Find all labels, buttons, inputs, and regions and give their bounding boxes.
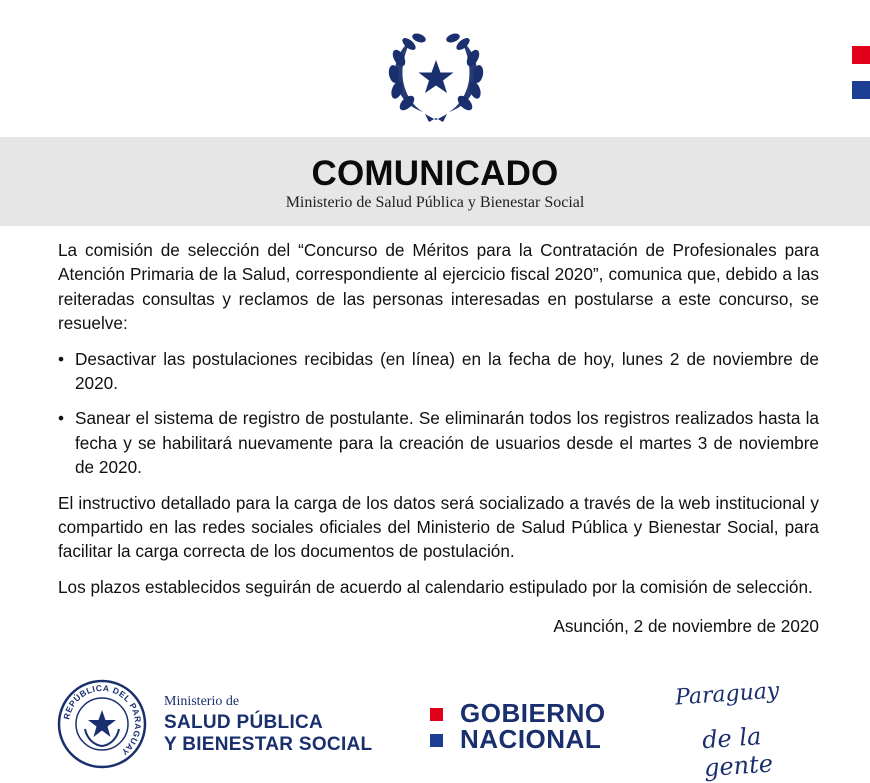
star-laurel-wreath-icon bbox=[385, 30, 487, 124]
ministry-logo-pre: Ministerio de bbox=[164, 694, 240, 709]
bullet-text: Desactivar las postulaciones recibidas (en línea) en la fecha de hoy, lunes 2 de noviembre de 2020. bbox=[75, 348, 819, 394]
bullet-symbol: • bbox=[58, 348, 65, 369]
ministry-logo-line2: Y BIENESTAR SOCIAL bbox=[164, 734, 373, 755]
bullet-symbol: • bbox=[58, 408, 65, 429]
date-signoff: Asunción, 2 de noviembre de 2020 bbox=[553, 616, 819, 637]
flag-red-square bbox=[852, 46, 870, 64]
list-item bbox=[58, 347, 819, 396]
logo-red-square bbox=[430, 708, 443, 721]
bullet-text: Sanear el sistema de registro de postulante. Se eliminarán todos los registros realizados hasta la fecha y se habilitará nuevamente para la creación de usuarios desde el martes 3 de noviembre de 2020. bbox=[75, 408, 819, 478]
list-item bbox=[58, 406, 819, 479]
intro-paragraph: La comisión de selección del “Concurso de Méritos para la Contratación de Profesionales para Atención Primaria de la Salud, correspondiente al ejercicio fiscal 2020”, comunica que, debido a las reiteradas consultas y reclamos de las personas interesadas en postularse a este concurso, se resuelve: bbox=[58, 240, 819, 334]
gobierno-text bbox=[460, 700, 606, 752]
national-seal-star-icon bbox=[57, 679, 147, 769]
gobierno-line2: NACIONAL bbox=[460, 724, 602, 754]
communique-body bbox=[58, 238, 819, 650]
ministry-logo bbox=[164, 694, 372, 756]
seal-text: REPÚBLICA DEL PARAGUAY bbox=[61, 682, 144, 758]
deadlines-paragraph: Los plazos establecidos seguirán de acuerdo al calendario estipulado por la comisión de selección. bbox=[58, 576, 813, 597]
flag-blue-square bbox=[852, 81, 870, 99]
logo-blue-square bbox=[430, 734, 443, 747]
header-band bbox=[0, 137, 870, 226]
page-title: COMUNICADO bbox=[311, 154, 559, 193]
slogan-line2: de la gente bbox=[701, 722, 774, 783]
footer-logos bbox=[0, 676, 870, 783]
paraguay-slogan-logo bbox=[674, 678, 825, 783]
page-subtitle: Ministerio de Salud Pública y Bienestar Social bbox=[285, 194, 585, 211]
instructions-paragraph: El instructivo detallado para la carga de los datos será socializado a través de la web institucional y compartido en las redes sociales oficiales del Ministerio de Salud Pública y Bienestar Social, para facilitar la carga correcta de los documentos de postulación. bbox=[58, 492, 819, 562]
ministry-logo-line1: SALUD PÚBLICA bbox=[164, 712, 324, 733]
slogan-line1: Paraguay bbox=[674, 678, 781, 711]
gobierno-line1: GOBIERNO bbox=[460, 698, 606, 728]
